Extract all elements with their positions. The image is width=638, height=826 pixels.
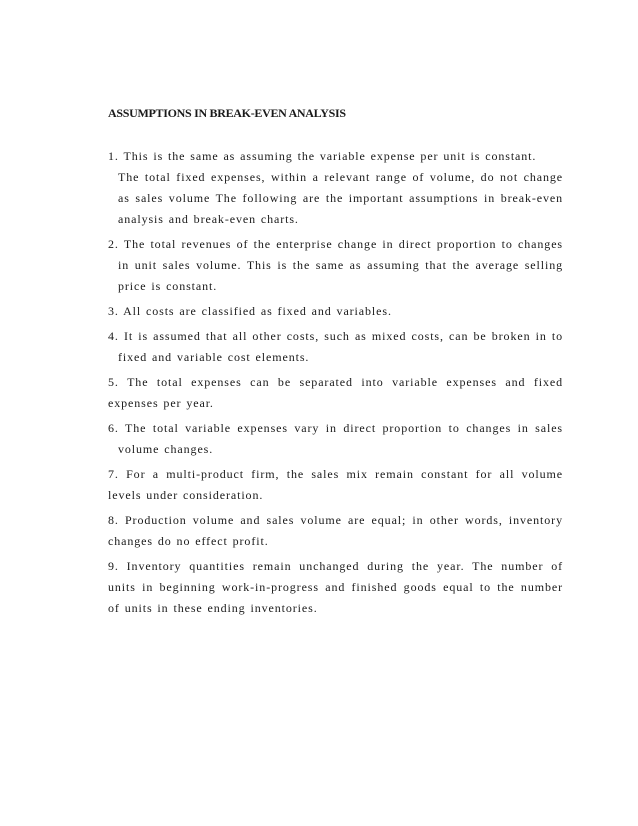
item-number: 7. xyxy=(108,467,119,481)
item-text: The total fixed expenses, within a relevant range of volume, do not change as sales volume The following are the important assumptions in break-even analysis and break-even charts. xyxy=(118,170,563,226)
item-number: 5. xyxy=(108,375,119,389)
item-text: All costs are classified as fixed and variables. xyxy=(123,304,392,318)
item-text: The total variable expenses vary in direct proportion to changes in sales volume changes. xyxy=(118,421,563,456)
item-number: 8. xyxy=(108,513,119,527)
list-item-2 xyxy=(108,234,563,297)
assumptions-list xyxy=(108,146,563,623)
list-item-1 xyxy=(108,146,563,230)
list-item-4 xyxy=(108,326,563,368)
item-text: This is the same as assuming the variable expense per unit is constant. xyxy=(123,149,537,163)
item-number: 6. xyxy=(108,421,119,435)
item-number: 9. xyxy=(108,559,119,573)
item-number: 1. xyxy=(108,149,119,163)
item-number: 4. xyxy=(108,329,119,343)
list-item-3 xyxy=(108,301,563,322)
list-item-5 xyxy=(108,372,563,414)
item-text: Production volume and sales volume are equal; in other words, inventory changes do no effect profit. xyxy=(108,513,563,548)
item-text: It is assumed that all other costs, such as mixed costs, can be broken in to fixed and variable cost elements. xyxy=(118,329,563,364)
item-text: For a multi-product firm, the sales mix remain constant for all volume levels under consideration. xyxy=(108,467,563,502)
list-item-7 xyxy=(108,464,563,506)
item-text: The total expenses can be separated into variable expenses and fixed expenses per year. xyxy=(108,375,563,410)
list-item-9 xyxy=(108,556,563,619)
item-number: 3. xyxy=(108,304,119,318)
list-item-6 xyxy=(108,418,563,460)
item-number: 2. xyxy=(108,237,119,251)
item-text: Inventory quantities remain unchanged during the year. The number of units in beginning work-in-progress and finished goods equal to the number of units in these ending inventories. xyxy=(108,559,563,615)
page-title: ASSUMPTIONS IN BREAK-EVEN ANALYSIS xyxy=(108,106,346,120)
list-item-8 xyxy=(108,510,563,552)
item-text: The total revenues of the enterprise change in direct proportion to changes in unit sales volume. This is the same as assuming that the average selling price is constant. xyxy=(118,237,563,293)
